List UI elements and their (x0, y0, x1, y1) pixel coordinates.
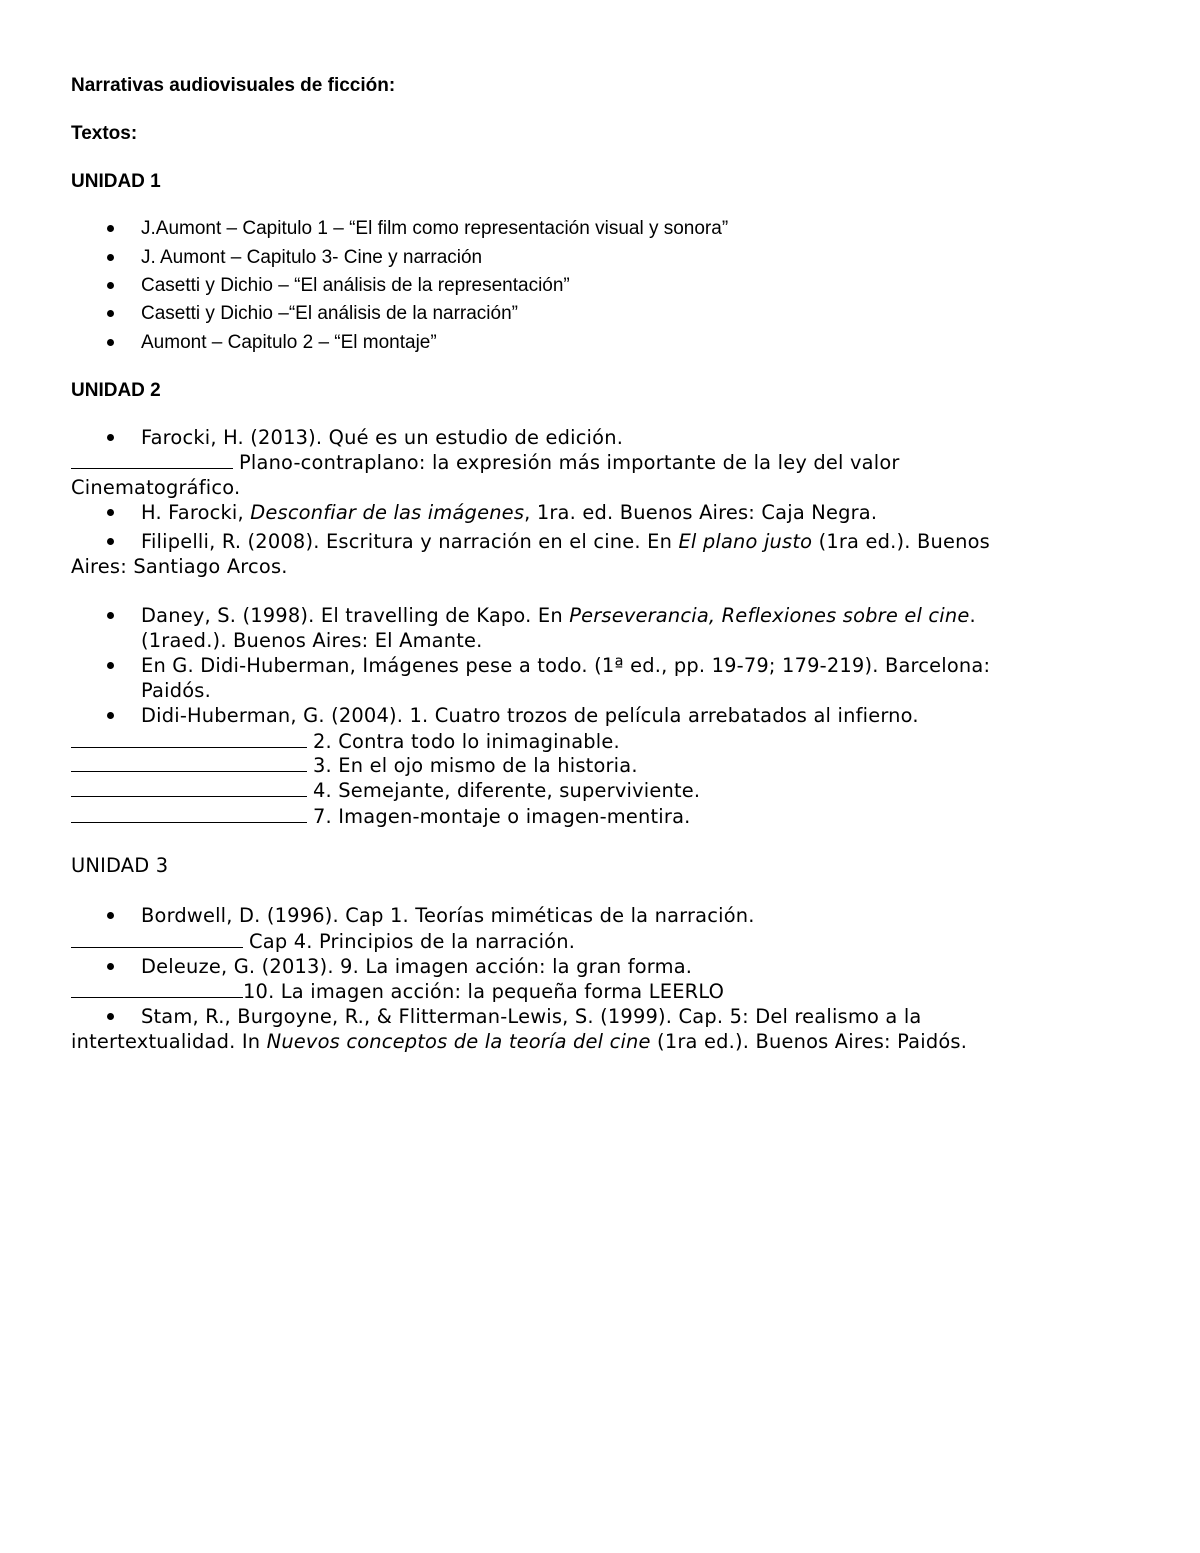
bullet-icon (104, 336, 116, 348)
blank-line (71, 995, 243, 998)
unit-3-item: Deleuze, G. (2013). 9. La imagen acción: la gran forma. (141, 955, 693, 978)
unit-1-item: Casetti y Dichio – “El análisis de la representación” (141, 275, 570, 296)
texts-label: Textos: (71, 123, 138, 144)
unit-2-item: Daney, S. (1998). El travelling de Kapo. En Perseverancia, Reflexiones sobre el cine. (141, 604, 976, 627)
bullet-icon (104, 279, 116, 291)
bullet-icon (104, 1010, 116, 1022)
unit-1-heading: UNIDAD 1 (71, 171, 161, 192)
unit-3-item: Bordwell, D. (1996). Cap 1. Teorías miméticas de la narración. (141, 904, 755, 927)
bullet-icon (104, 709, 116, 721)
bullet-icon (104, 609, 116, 621)
blank-line (71, 794, 307, 797)
unit-3-item: Stam, R., Burgoyne, R., & Flitterman-Lewis, S. (1999). Cap. 5: Del realismo a la (141, 1005, 922, 1028)
unit-2-item-continuation: Paidós. (141, 679, 211, 702)
unit-2-item: Farocki, H. (2013). Qué es un estudio de edición. (141, 426, 624, 449)
unit-2-item-continuation: Aires: Santiago Arcos. (71, 555, 288, 578)
unit-2-item-continuation: Cinematográfico. (71, 476, 241, 499)
didi-chapter-line: 4. Semejante, diferente, superviviente. (71, 781, 700, 800)
didi-chapter-line: 7. Imagen-montaje o imagen-mentira. (71, 807, 691, 826)
unit-2-item-continuation: (1raed.). Buenos Aires: El Amante. (141, 629, 483, 652)
blank-line (71, 820, 307, 823)
unit-1-item: Casetti y Dichio –“El análisis de la narración” (141, 303, 518, 324)
unit-3-heading: UNIDAD 3 (71, 854, 169, 877)
unit-2-item: En G. Didi-Huberman, Imágenes pese a todo. (1ª ed., pp. 19-79; 179-219). Barcelona: (141, 654, 991, 677)
document-title: Narrativas audiovisuales de ficción: (71, 75, 396, 96)
didi-chapter-line: 3. En el ojo mismo de la historia. (71, 756, 638, 775)
unit-3-item-continuation: Cap 4. Principios de la narración. (71, 932, 575, 951)
unit-2-item: H. Farocki, Desconfiar de las imágenes, 1ra. ed. Buenos Aires: Caja Negra. (141, 501, 878, 524)
bullet-icon (104, 960, 116, 972)
bullet-icon (104, 659, 116, 671)
unit-1-item: J.Aumont – Capitulo 1 – “El film como representación visual y sonora” (141, 218, 729, 239)
unit-2-heading: UNIDAD 2 (71, 380, 161, 401)
bullet-icon (104, 431, 116, 443)
unit-2-item: Filipelli, R. (2008). Escritura y narración en el cine. En El plano justo (1ra ed.). Buenos (141, 530, 990, 553)
blank-line (71, 945, 243, 948)
unit-2-item-continuation: Plano-contraplano: la expresión más importante de la ley del valor (71, 453, 900, 472)
bullet-icon (104, 222, 116, 234)
unit-2-item: Didi-Huberman, G. (2004). 1. Cuatro trozos de película arrebatados al infierno. (141, 704, 919, 727)
unit-1-item: J. Aumont – Capitulo 3- Cine y narración (141, 247, 483, 268)
bullet-icon (104, 307, 116, 319)
unit-3-item-continuation: 10. La imagen acción: la pequeña forma LEERLO (71, 982, 724, 1001)
bullet-icon (104, 506, 116, 518)
unit-3-item-continuation: intertextualidad. In Nuevos conceptos de la teoría del cine (1ra ed.). Buenos Aires: Paidós. (71, 1030, 968, 1053)
bullet-icon (104, 535, 116, 547)
unit-1-item: Aumont – Capitulo 2 – “El montaje” (141, 332, 437, 353)
bullet-icon (104, 909, 116, 921)
blank-line (71, 769, 307, 772)
blank-line (71, 745, 307, 748)
didi-chapter-line: 2. Contra todo lo inimaginable. (71, 732, 620, 751)
bullet-icon (104, 251, 116, 263)
blank-line (71, 466, 233, 469)
